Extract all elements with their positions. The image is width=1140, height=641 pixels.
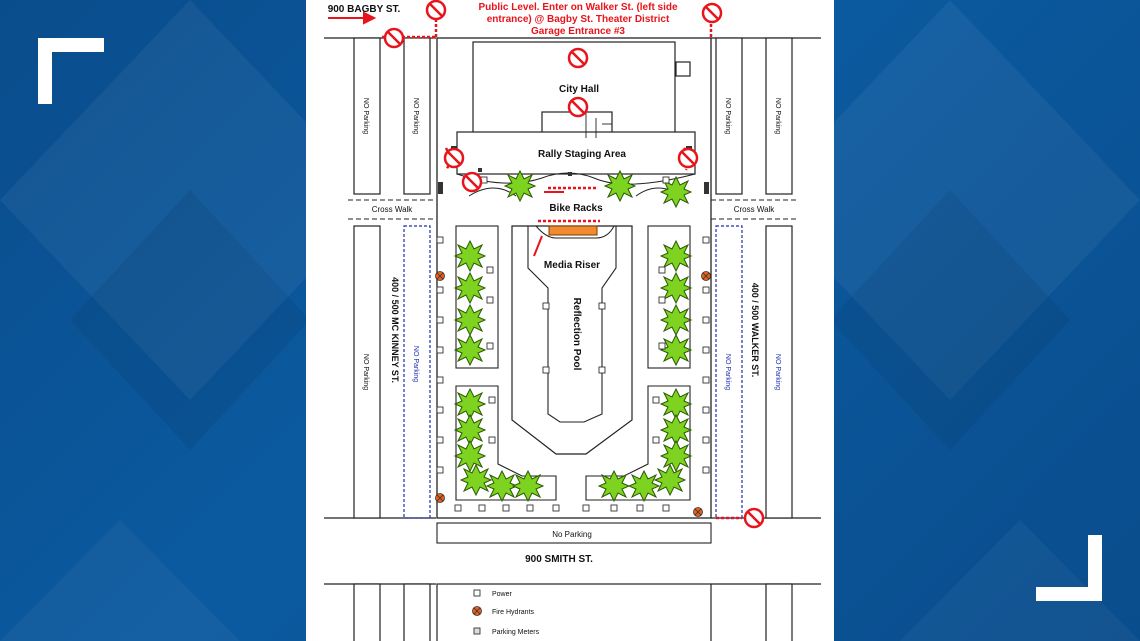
street-walker: 400 / 500 WALKER ST. xyxy=(750,282,760,378)
corner-bracket-bottom-right-icon xyxy=(1034,535,1102,601)
legend-hydrant-icon xyxy=(473,607,482,616)
street-mckinney: 400 / 500 MC KINNEY ST. xyxy=(390,277,400,383)
corner-bracket-top-left-icon xyxy=(38,38,106,104)
rally-staging-label: Rally Staging Area xyxy=(538,149,626,160)
notice-line-1: Public Level. Enter on Walker St. (left side xyxy=(478,2,678,13)
no-parking-label: NO Parking xyxy=(362,353,369,391)
no-parking-label: NO Parking xyxy=(774,353,781,391)
site-map xyxy=(306,0,834,641)
legend-power-icon xyxy=(474,590,480,596)
street-bagby: 900 BAGBY ST. xyxy=(327,4,401,15)
notice-line-2: entrance) @ Bagby St. Theater District xyxy=(486,14,670,25)
street-smith: 900 SMITH ST. xyxy=(525,554,593,565)
legend-meter-label: Parking Meters xyxy=(492,629,540,636)
no-parking-bottom-label: No Parking xyxy=(552,530,592,539)
media-riser-label: Media Riser xyxy=(543,260,601,271)
legend-power-label: Power xyxy=(492,591,512,598)
no-parking-label: NO Parking xyxy=(412,345,419,383)
crosswalk-left-label: Cross Walk xyxy=(371,205,413,214)
no-parking-label: NO Parking xyxy=(724,353,731,391)
legend-hydrant-label: Fire Hydrants xyxy=(492,609,535,616)
reflection-pool-label: Reflection Pool xyxy=(571,297,582,371)
notice-line-3: Garage Entrance #3 xyxy=(531,26,625,37)
no-parking-label: NO Parking xyxy=(362,97,369,135)
no-parking-label: NO Parking xyxy=(724,97,731,135)
bike-racks-label: Bike Racks xyxy=(549,203,603,214)
no-parking-label: NO Parking xyxy=(774,97,781,135)
map-drawing xyxy=(306,0,834,641)
crosswalk-right-label: Cross Walk xyxy=(733,205,775,214)
no-parking-label: NO Parking xyxy=(412,97,419,135)
city-hall-label: City Hall xyxy=(558,84,600,95)
legend-meter-icon xyxy=(474,628,480,634)
media-riser-platform xyxy=(549,226,597,235)
